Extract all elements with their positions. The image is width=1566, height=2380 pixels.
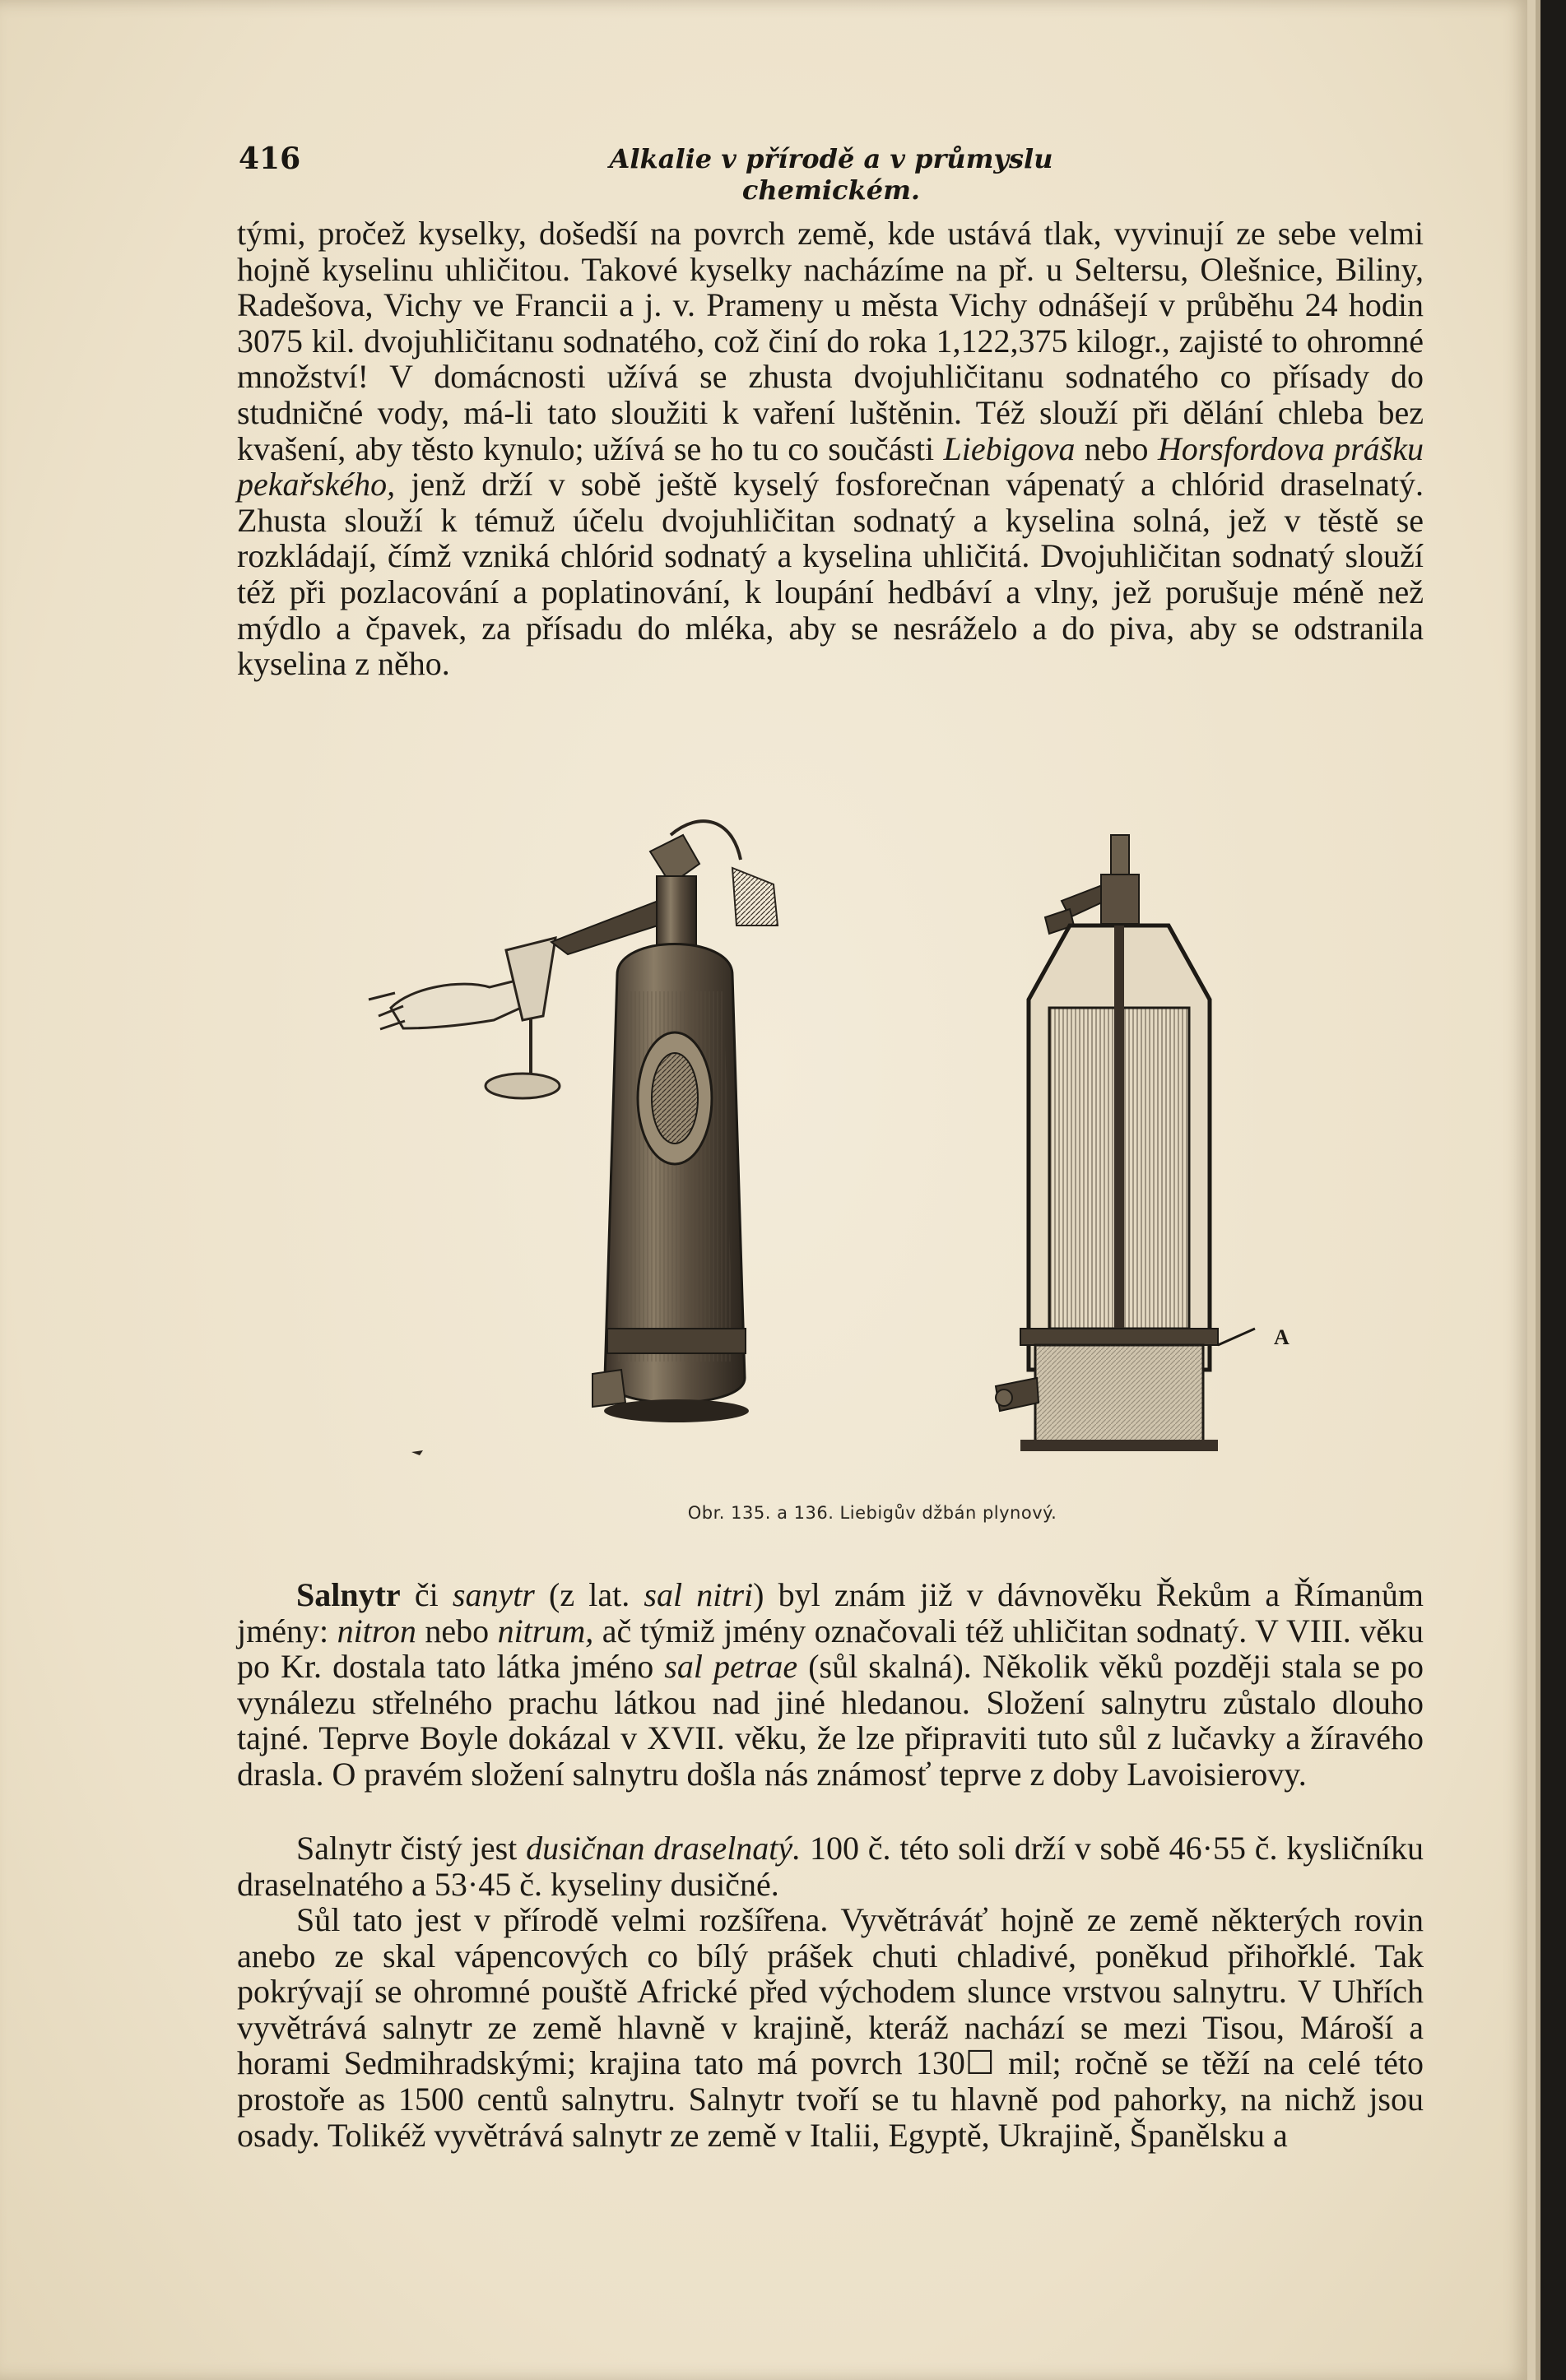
scan-border <box>1540 0 1566 2380</box>
paragraph-saltpeter-history: Salnytr či sanytr (z lat. sal nitri) byl znám již v dávnověku Řekům a Římanům jmény: nitron nebo nitrum, ač týmiž jmény označovali též uhličitan sodnatý. V VIII. věku po Kr. dostala tato látka jméno sal petrae (sůl skalná). Několik věků později stala se po vynálezu střelného prachu látkou nad jiné hledanou. Složení salnytru zůstalo dlouho tajné. Teprve Boyle dokázal v XVII. věku, že lze připraviti tuto sůl z lučavky a žíravého drasla. O pravém složení salnytru došla nás známosť teprve z doby Lavoisierovy. <box>237 1576 1424 1793</box>
term-liebig: Liebigova <box>943 429 1076 467</box>
paragraph-saltpeter-composition: Salnytr čistý jest dusičnan draselnatý. 100 č. této soli drží v sobě 46·55 č. kysličníku draselnatého a 53·45 č. kyseliny dusičné. <box>237 1830 1424 1903</box>
figure-caption: Obr. 135. a 136. Liebigův džbán plynový. <box>687 1503 1057 1523</box>
paragraph-sodium-bicarbonate: tými, pročež kyselky, došedší na povrch země, kde ustává tlak, vyvinují ze sebe velmi hojně kyselinu uhličitou. Takové kyselky nacházíme na př. u Seltersu, Olešnice, Biliny, Radešova, Vichy ve Francii a j. v. Prameny u města Vichy odnášejí v průběhu 24 hodin 3075 kil. dvojuhličitanu sodnatého, což činí do roka 1,122,375 kilogr., zajisté to ohromné množství! V domácnosti užívá se zhusta dvojuhličitanu sodnatého co přísady do studničné vody, má-li tato sloužiti k vaření luštěnin. Též slouží při dělání chleba bez kvašení, aby těsto kynulo; užívá se ho tu co součásti Liebigova nebo Horsfordova prášku pekařského, jenž drží v sobě ještě kyselý fosforečnan vápenatý a chlórid draselnatý. Zhusta slouží k témuž účelu dvojuhličitan sodnatý a kyselina solná, jež v těstě se rozkládají, čímž vzniká chlórid sodnatý a kyselina uhličitá. Dvojuhličitan sodnatý slouží též při pozlacování a poplatinování, k loupání hedbáví a vlny, jež porušuje méně než mýdlo a čpavek, za přísadu do mléka, aby se nesráželo a do piva, aby se odstranila kyselina z něho. <box>237 215 1424 683</box>
page-number: 416 <box>239 142 301 176</box>
paragraph-saltpeter-occurrence: Sůl tato jest v přírodě velmi rozšířena. Vyvětráváť hojně ze země některých rovin anebo ze skal vápencových co bílý prášek chuti chladivé, poněkud přihořklé. Tak pokrývají se ohromné pouště Africké před východem slunce vrstvou salnytru. V Uhřích vyvětrává salnytr ze země hlavně v krajině, kteráž nachází se mezi Tisou, Mároší a horami Sedmihradskými; krajina tato má povrch 130☐ mil; ročně se těží na celé této prostoře as 1500 centů salnytru. Salnytr tvoří se tu hlavně pod pahorky, na nichž jsou osady. Tolikéž vyvětrává salnytr ze země v Italii, Egyptě, Ukrajině, Španělsku a <box>237 1901 1424 2154</box>
decorated-siphon <box>369 821 778 1455</box>
page-edge <box>1527 0 1536 2380</box>
term-salnytr: Salnytr <box>296 1576 401 1613</box>
siphon-illustration <box>346 802 1399 1510</box>
running-title: Alkalie v přírodě a v průmyslu chemickém. <box>609 143 1053 206</box>
page-header <box>239 142 1424 206</box>
term-horsford: Horsfordova prášku pekařského, <box>237 429 1424 503</box>
sectional-siphon <box>996 835 1255 1451</box>
figure-label-a: A <box>1274 1325 1290 1349</box>
